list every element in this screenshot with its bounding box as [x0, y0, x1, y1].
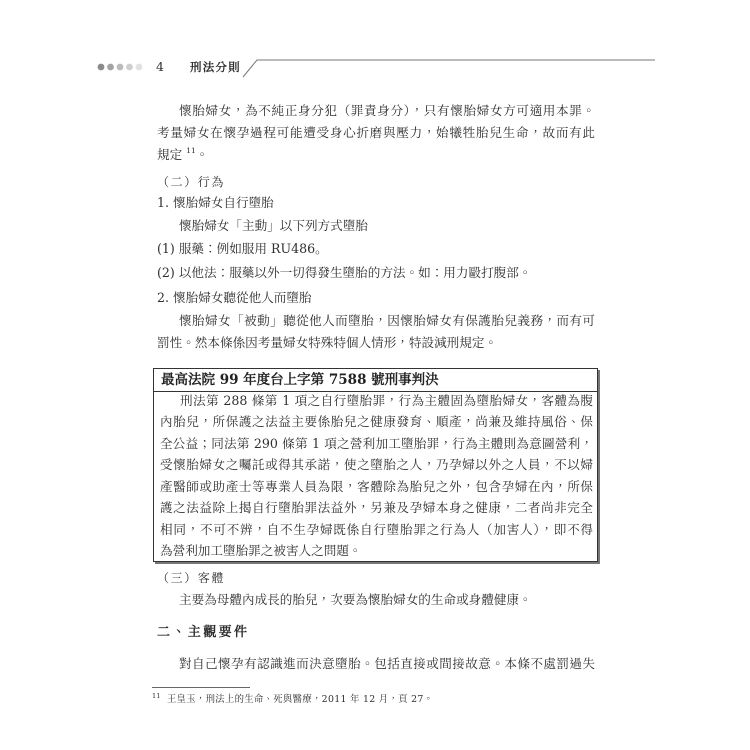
- case-title: 最高法院 99 年度台上字第 7588 號刑事判決: [161, 372, 439, 388]
- paragraph-tail-end: 。: [195, 147, 209, 162]
- case-title-row: [154, 369, 597, 392]
- paragraph-line: 對自己懷孕有認識進而決意墮胎。包括直接或間接故意。本條不處罰過失: [179, 656, 595, 671]
- subsection-title: 2. 懷胎婦女聽從他人而墮胎: [157, 290, 312, 305]
- paragraph-line: 考量婦女在懷孕過程可能遭受身心折磨與壓力，始犧牲胎兒生命，故而有此: [157, 125, 595, 140]
- paragraph-line: 懷胎婦女「主動」以下列方式墮胎: [179, 218, 368, 233]
- case-text-line: 全公益；同法第 290 條第 1 項之營利加工墮胎罪，行為主體則為意圖營利，: [160, 436, 593, 451]
- list-item: (2) 以他法：服藥以外一切得發生墮胎的方法。如：用力毆打腹部。: [157, 265, 532, 280]
- case-text-line: 產醫師或助產士等專業人員為限，客體除為胎兒之外，包含孕婦在內，所保: [160, 479, 593, 494]
- case-text-line: 受懷胎婦女之囑託或得其承諾，使之墮胎之人，乃孕婦以外之人員，不以婦: [160, 457, 593, 472]
- paragraph-line: 罰性。然本條係因考量婦女特殊特個人情形，特設減刑規定。: [157, 335, 498, 350]
- page-number: 4: [156, 59, 164, 74]
- case-text-line: 相同，不可不辨，自不生孕婦既係自行墮胎罪之行為人（加害人），即不得: [160, 522, 593, 537]
- case-text-line: 內胎兒，所保護之法益主要係胎兒之健康發育、順產，尚兼及維持風俗、保: [160, 414, 593, 429]
- footnote-text: 王皇玉，刑法上的生命、死與醫療，2011 年 12 月，頁 27。: [166, 694, 434, 705]
- paragraph-line: 主要為母體內成長的胎兒，次要為懷胎婦女的生命或身體健康。: [179, 592, 532, 607]
- paragraph-line: [157, 146, 595, 164]
- subsection-title: 1. 懷胎婦女自行墮胎: [157, 195, 274, 210]
- list-item: (1) 服藥：例如服用 RU486。: [157, 241, 328, 256]
- footnote-separator: [152, 687, 250, 688]
- running-title: 刑法分則: [190, 60, 241, 74]
- header-dots: [95, 60, 145, 74]
- case-text-line: 為營利加工墮胎罪之被害人之問題。: [160, 543, 362, 558]
- header-rule: [240, 55, 660, 80]
- major-heading: 二、主觀要件: [157, 625, 250, 640]
- paragraph-line: 懷胎婦女，為不純正身分犯（罪責身分），只有懷胎婦女方可適用本罪。: [179, 103, 595, 118]
- paragraph-line: 懷胎婦女「被動」聽從他人而墮胎，因懷胎婦女有保護胎兒義務，而有可: [179, 313, 595, 328]
- case-text-line: 刑法第 288 條第 1 項之自行墮胎罪，行為主體固為墮胎婦女，客體為腹: [180, 393, 593, 408]
- footnote-reference: 11: [186, 146, 196, 155]
- paragraph-tail: 規定: [157, 147, 183, 162]
- footnote-number: 11: [152, 692, 161, 700]
- footnote: [152, 693, 433, 707]
- case-text-line: 護之法益除上揭自行墮胎罪法益外，另兼及孕婦本身之健康，二者尚非完全: [160, 500, 593, 515]
- section-heading: （二）行為: [157, 175, 226, 189]
- section-heading: （三）客體: [157, 571, 226, 585]
